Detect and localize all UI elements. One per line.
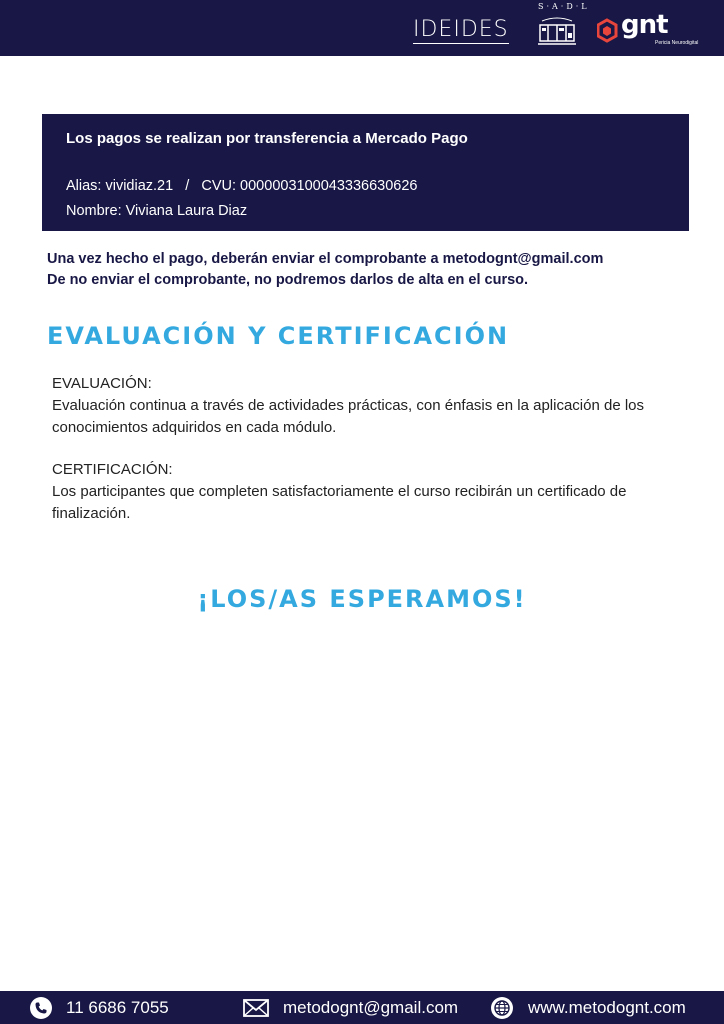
payment-title: Los pagos se realizan por transferencia a Mercado Pago — [66, 130, 468, 147]
footer-email-text: metodognt@gmail.com — [283, 997, 459, 1017]
header-bar — [0, 0, 724, 56]
payment-alias-cvu: Alias: vividiaz.21 / CVU: 0000003100043336630626 — [66, 178, 418, 194]
closing-message: ¡LOS/AS ESPERAMOS! — [197, 585, 527, 613]
phone-icon — [30, 997, 52, 1019]
footer-phone-text: 11 6686 7055 — [66, 997, 169, 1017]
certification-text: Los participantes que completen satisfactoriamente el curso recibirán un certificado de finalización. — [52, 483, 627, 522]
evaluation-label: EVALUACIÓN: — [52, 375, 152, 392]
footer-web-text: www.metodognt.com — [528, 997, 686, 1017]
notice-send-receipt: Una vez hecho el pago, deberán enviar el comprobante a metodognt@gmail.com — [47, 251, 604, 267]
sadl-logo-text: S·A·D·L — [538, 2, 590, 11]
ideides-logo-underline — [413, 43, 509, 44]
payment-info-box — [42, 114, 689, 231]
gnt-logo-subtitle: Pericia Neurodigital — [655, 40, 699, 46]
footer-email[interactable] — [243, 991, 458, 1024]
ideides-logo-text: IDEIDES — [413, 17, 509, 42]
section-title: EVALUACIÓN Y CERTIFICACIÓN — [47, 322, 510, 350]
gnt-logo-text: gnt — [621, 10, 668, 40]
notice-warning: De no enviar el comprobante, no podremos darlos de alta en el curso. — [47, 272, 529, 288]
ideides-logo — [413, 17, 509, 42]
evaluation-text: Evaluación continua a través de actividades prácticas, con énfasis en la aplicación de los conocimientos adquiridos en cada módulo. — [52, 397, 645, 436]
footer-website[interactable] — [490, 991, 686, 1024]
certification-label: CERTIFICACIÓN: — [52, 461, 173, 478]
footer-phone[interactable] — [30, 991, 169, 1024]
footer-bar — [0, 991, 724, 1024]
sadl-logo — [534, 3, 580, 49]
envelope-icon — [243, 998, 269, 1018]
globe-icon — [490, 996, 514, 1020]
payment-name: Nombre: Viviana Laura Diaz — [66, 203, 248, 219]
